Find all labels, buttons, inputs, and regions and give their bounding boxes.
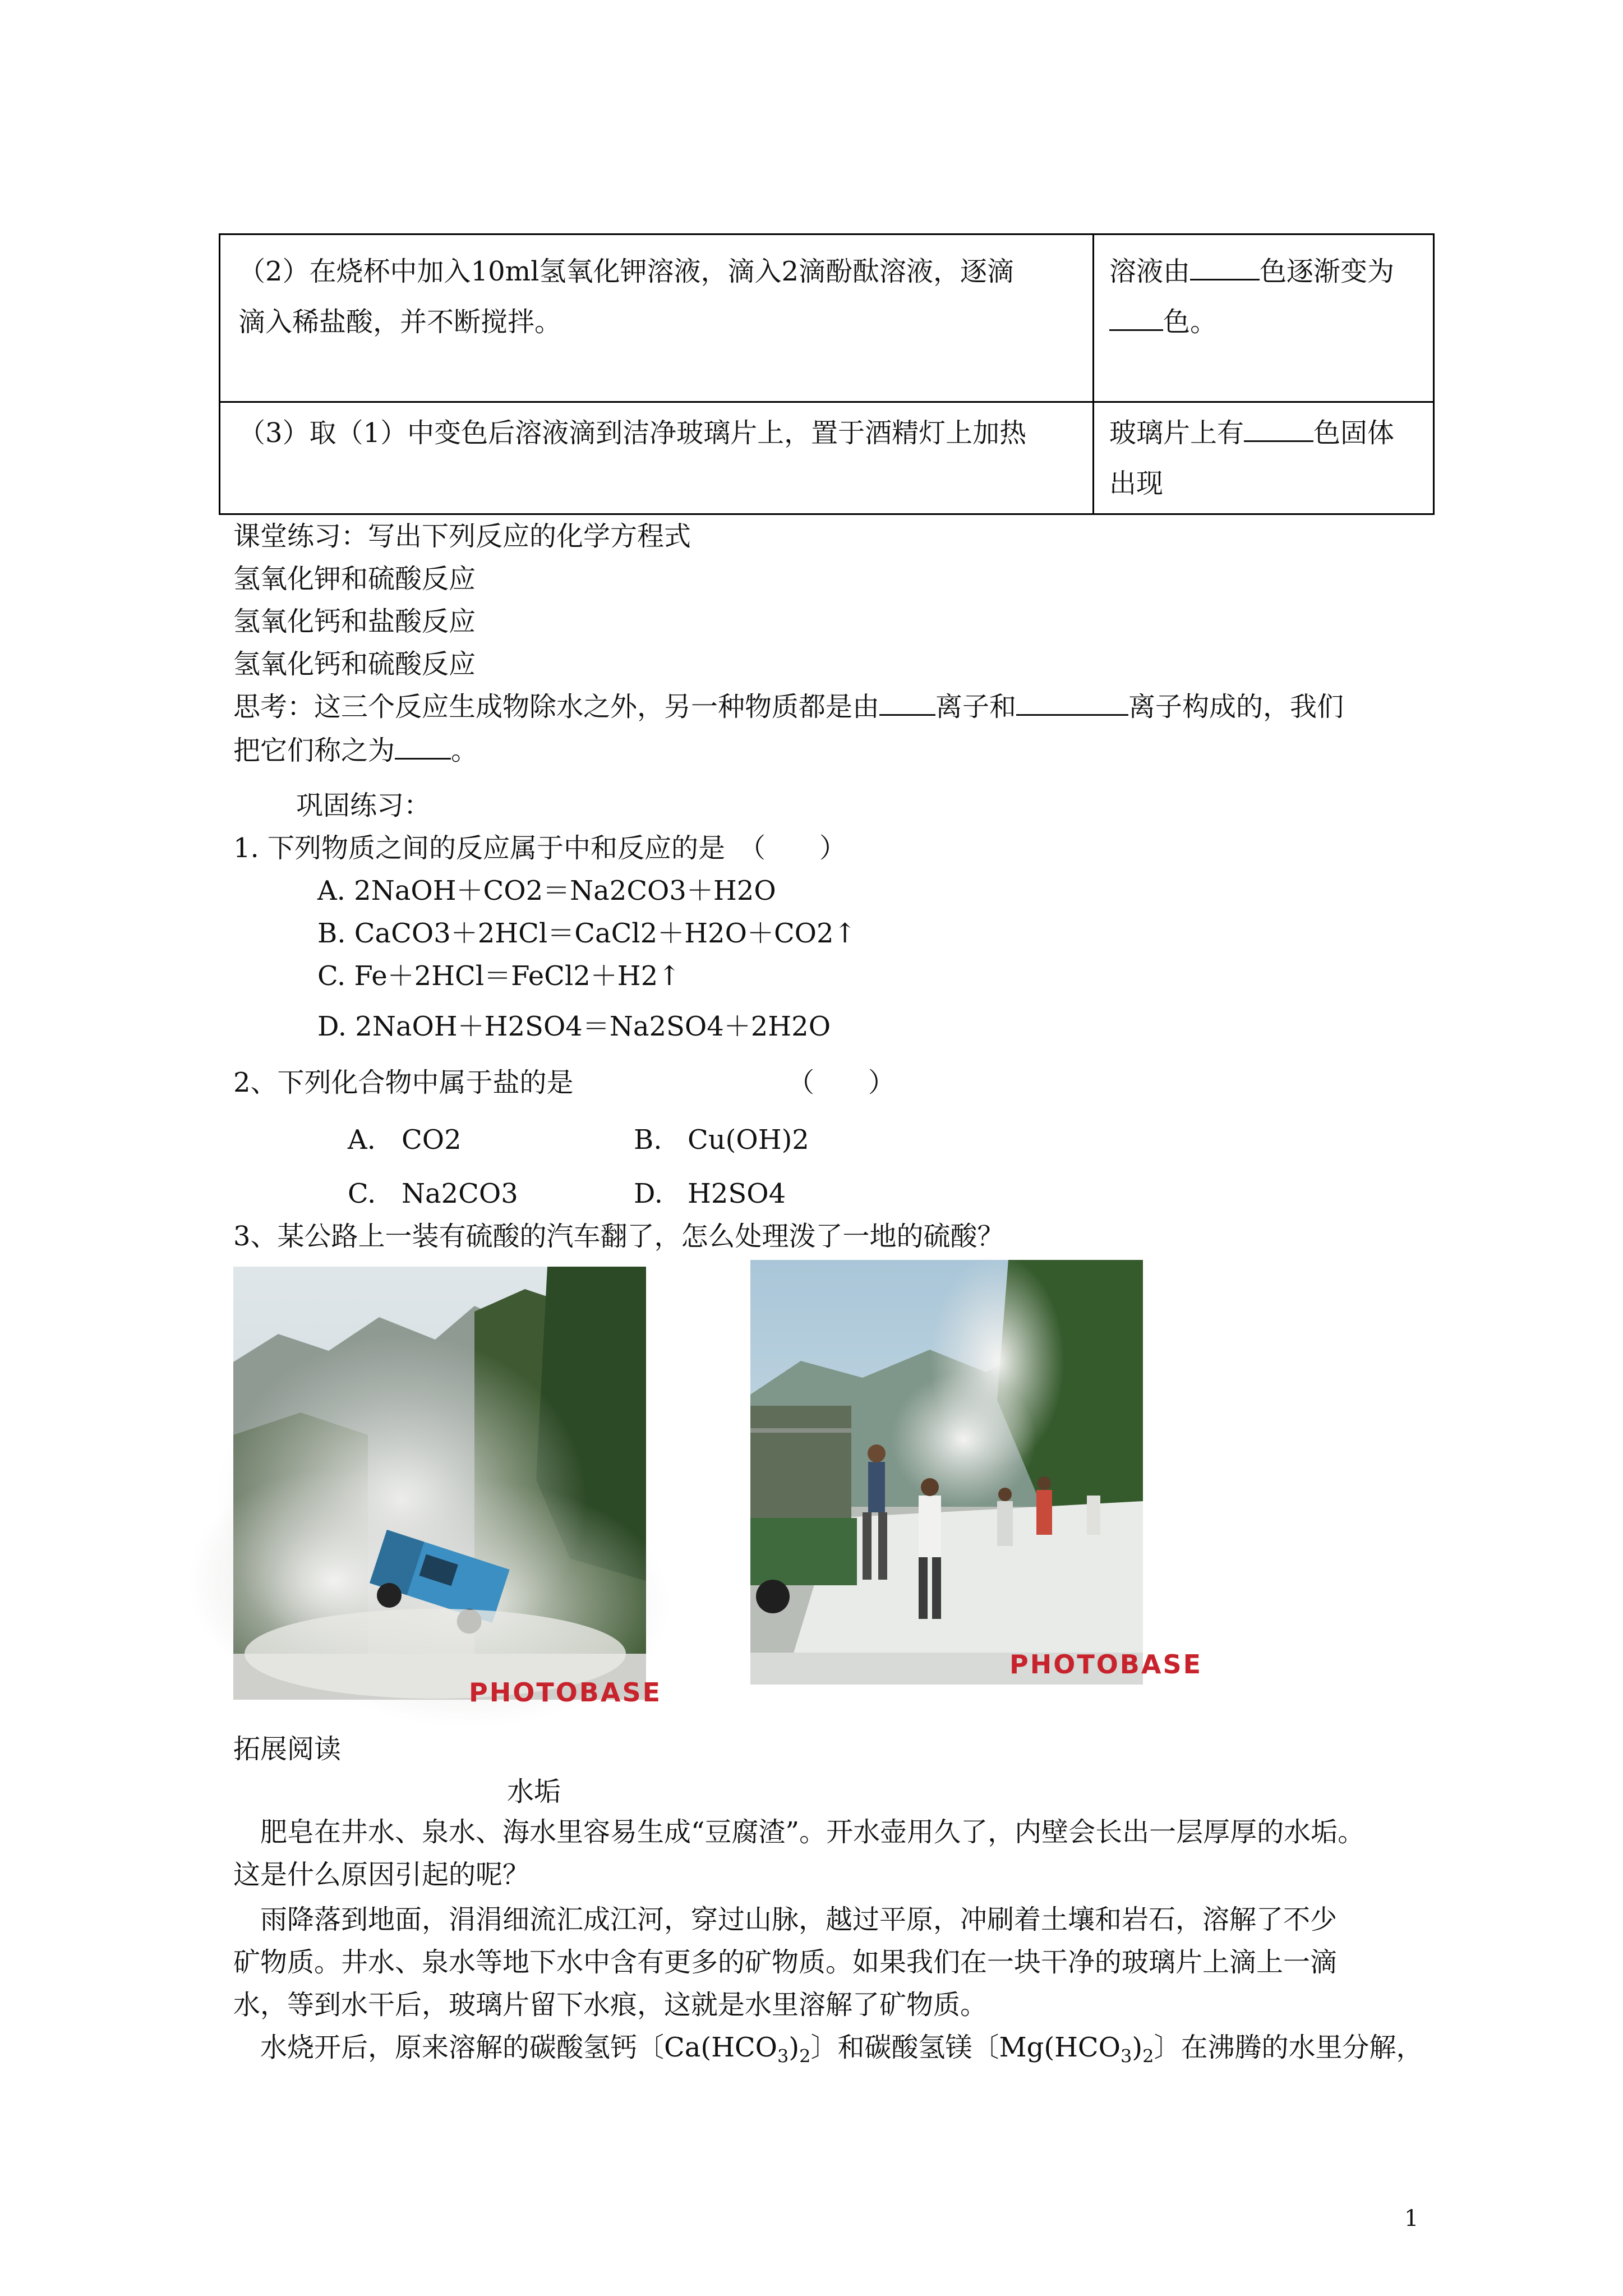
question-3: 3、某公路上一装有硫酸的汽车翻了，怎么处理泼了一地的硫酸？ — [233, 1221, 1004, 1252]
option-text: Cu(OH)2 — [688, 1124, 809, 1156]
classroom-heading: 课堂练习：写出下列反应的化学方程式 — [233, 521, 691, 552]
option-text: Na2CO3 — [402, 1178, 518, 1209]
page-number: 1 — [1404, 2206, 1419, 2231]
option-letter: D. — [634, 1178, 663, 1209]
procedure-text: 滴入稀盐酸，并不断搅拌。 — [238, 306, 562, 338]
fill-blank — [1244, 413, 1313, 442]
watermark: PHOTOBASE — [1009, 1649, 1203, 1680]
paragraph-line: 肥皂在井水、泉水、海水里容易生成“豆腐渣”。开水壶用久了，内壁会长出一层厚厚的水垢。 — [260, 1816, 1365, 1848]
paragraph-line: 水，等到水干后，玻璃片留下水痕，这就是水里溶解了矿物质。 — [233, 1989, 988, 2021]
think-question: 思考：这三个反应生成物除水之外，另一种物质都是由 离子和 离子构成的，我们 — [233, 685, 1344, 728]
question-1: 1. 下列物质之间的反应属于中和反应的是 （ ） — [233, 832, 847, 864]
reading-heading: 拓展阅读 — [233, 1733, 342, 1765]
fill-blank — [1190, 252, 1260, 280]
table-row-divider — [220, 401, 1433, 403]
roadside-cleanup-photo — [750, 1260, 1203, 1685]
overturned-truck-photo — [233, 1267, 662, 1708]
option-text: H2SO4 — [688, 1178, 786, 1209]
watermark: PHOTOBASE — [469, 1677, 662, 1708]
option-letter: C. — [348, 1178, 376, 1209]
option-text: CO2 — [402, 1124, 462, 1156]
question-2: 2、下列化合物中属于盐的是 — [233, 1067, 574, 1098]
fill-blank — [1109, 302, 1163, 331]
paragraph-line: 这是什么原因引起的呢？ — [233, 1859, 530, 1890]
experiment-table — [219, 233, 1435, 515]
list-item: 氢氧化钙和盐酸反应 — [233, 606, 476, 637]
table-row — [238, 246, 1080, 347]
result-cell: 溶液由 色逐渐变为 色。 — [1109, 246, 1429, 347]
consolidation-heading: 巩固练习： — [296, 790, 431, 821]
paragraph-line: 水烧开后，原来溶解的碳酸氢钙〔$Ca(HCO_3)_2$〕和碳酸氢镁〔$Mg(HCO_3)_2$〕在沸腾的水里分解， — [260, 2032, 1423, 2067]
option-a: A. 2NaOH＋CO2＝Na2CO3＋H2O — [317, 875, 776, 907]
fill-blank — [1016, 687, 1128, 716]
option-c: C. Fe＋2HCl＝FeCl2＋H2↑ — [317, 960, 681, 992]
fill-blank — [879, 687, 935, 716]
fill-blank — [395, 731, 451, 760]
option-letter: B. — [634, 1124, 662, 1156]
procedure-text: （3）取（1）中变色后溶液滴到洁净玻璃片上，置于酒精灯上加热 — [238, 417, 1027, 449]
paragraph-line: 矿物质。井水、泉水等地下水中含有更多的矿物质。如果我们在一块干净的玻璃片上滴上一滴 — [233, 1947, 1338, 1978]
reading-title: 水垢 — [507, 1776, 561, 1807]
table-row — [238, 408, 1080, 458]
option-b: B. CaCO3＋2HCl＝CaCl2＋H2O＋CO2↑ — [317, 918, 856, 949]
think-question-cont: 把它们称之为 。 — [233, 729, 478, 772]
procedure-text: （2）在烧杯中加入10ml氢氧化钾溶液，滴入2滴酚酞溶液，逐滴 — [238, 256, 1015, 287]
table-column-divider — [1092, 235, 1094, 513]
result-cell: 玻璃片上有 色固体 出现 — [1109, 408, 1429, 509]
answer-paren: （ ） — [787, 1067, 896, 1098]
option-letter: A. — [348, 1124, 376, 1156]
paragraph-line: 雨降落到地面，涓涓细流汇成江河，穿过山脉，越过平原，冲刷着土壤和岩石，溶解了不少 — [260, 1904, 1338, 1935]
list-item: 氢氧化钾和硫酸反应 — [233, 563, 476, 595]
list-item: 氢氧化钙和硫酸反应 — [233, 648, 476, 680]
option-d: D. 2NaOH＋H2SO4＝Na2SO4＋2H2O — [317, 1011, 831, 1042]
